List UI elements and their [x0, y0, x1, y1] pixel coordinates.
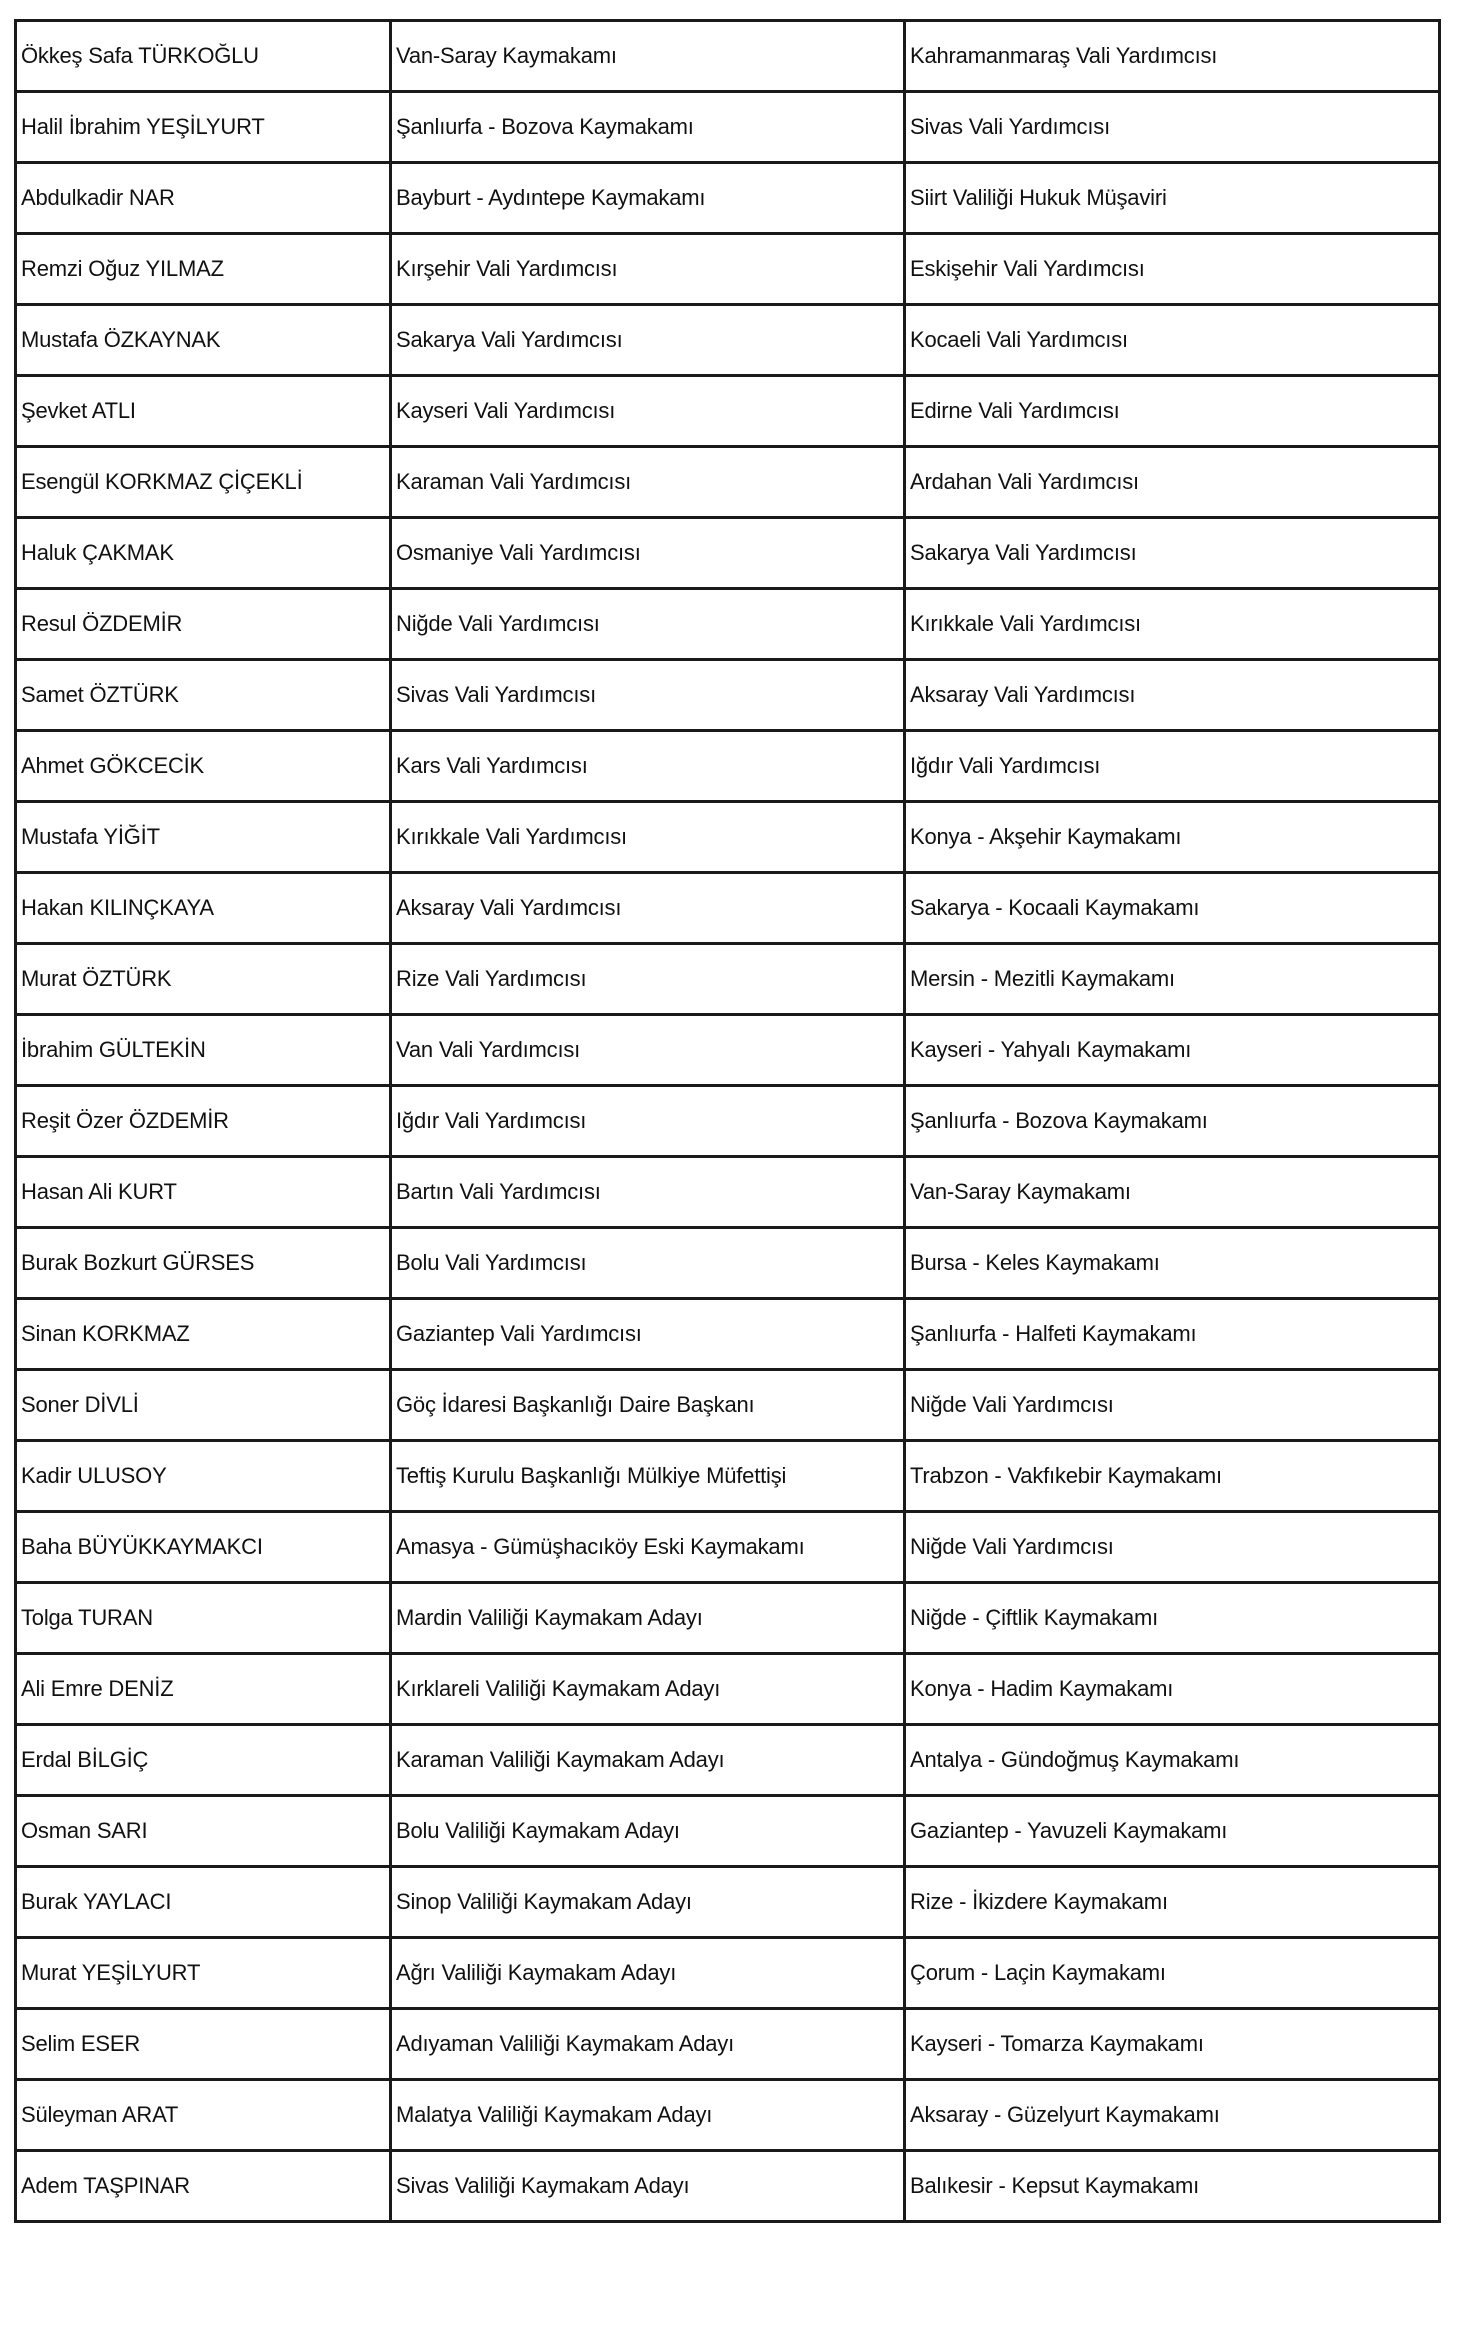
- name-cell: Kadir ULUSOY: [16, 1441, 391, 1512]
- table-row: [16, 1796, 1440, 1867]
- current-position-cell: Bayburt - Aydıntepe Kaymakamı: [391, 163, 905, 234]
- name-cell: Remzi Oğuz YILMAZ: [16, 234, 391, 305]
- new-position-cell: Ardahan Vali Yardımcısı: [905, 447, 1440, 518]
- new-position-cell: Trabzon - Vakfıkebir Kaymakamı: [905, 1441, 1440, 1512]
- table-row: [16, 2151, 1440, 2222]
- name-cell: Haluk ÇAKMAK: [16, 518, 391, 589]
- current-position-cell: Kırıkkale Vali Yardımcısı: [391, 802, 905, 873]
- current-position-cell: Adıyaman Valiliği Kaymakam Adayı: [391, 2009, 905, 2080]
- table-row: [16, 944, 1440, 1015]
- current-position-cell: Bolu Vali Yardımcısı: [391, 1228, 905, 1299]
- new-position-cell: Şanlıurfa - Bozova Kaymakamı: [905, 1086, 1440, 1157]
- name-cell: İbrahim GÜLTEKİN: [16, 1015, 391, 1086]
- table-row: [16, 1512, 1440, 1583]
- current-position-cell: Karaman Vali Yardımcısı: [391, 447, 905, 518]
- name-cell: Reşit Özer ÖZDEMİR: [16, 1086, 391, 1157]
- table-row: [16, 163, 1440, 234]
- name-cell: Esengül KORKMAZ ÇİÇEKLİ: [16, 447, 391, 518]
- table-row: [16, 234, 1440, 305]
- new-position-cell: Kahramanmaraş Vali Yardımcısı: [905, 21, 1440, 92]
- table-row: [16, 1299, 1440, 1370]
- current-position-cell: Malatya Valiliği Kaymakam Adayı: [391, 2080, 905, 2151]
- name-cell: Şevket ATLI: [16, 376, 391, 447]
- new-position-cell: Aksaray - Güzelyurt Kaymakamı: [905, 2080, 1440, 2151]
- table-row: [16, 305, 1440, 376]
- name-cell: Burak YAYLACI: [16, 1867, 391, 1938]
- table-row: [16, 1654, 1440, 1725]
- new-position-cell: Kocaeli Vali Yardımcısı: [905, 305, 1440, 376]
- table-row: [16, 660, 1440, 731]
- current-position-cell: Sivas Vali Yardımcısı: [391, 660, 905, 731]
- new-position-cell: Mersin - Mezitli Kaymakamı: [905, 944, 1440, 1015]
- table-row: [16, 1157, 1440, 1228]
- new-position-cell: Rize - İkizdere Kaymakamı: [905, 1867, 1440, 1938]
- current-position-cell: Van Vali Yardımcısı: [391, 1015, 905, 1086]
- new-position-cell: Kayseri - Yahyalı Kaymakamı: [905, 1015, 1440, 1086]
- new-position-cell: Kayseri - Tomarza Kaymakamı: [905, 2009, 1440, 2080]
- table-row: [16, 1015, 1440, 1086]
- appointment-list-document: [14, 19, 1438, 2223]
- name-cell: Murat YEŞİLYURT: [16, 1938, 391, 2009]
- current-position-cell: Ağrı Valiliği Kaymakam Adayı: [391, 1938, 905, 2009]
- name-cell: Abdulkadir NAR: [16, 163, 391, 234]
- name-cell: Adem TAŞPINAR: [16, 2151, 391, 2222]
- new-position-cell: Siirt Valiliği Hukuk Müşaviri: [905, 163, 1440, 234]
- table-row: [16, 1583, 1440, 1654]
- table-row: [16, 1086, 1440, 1157]
- current-position-cell: Sivas Valiliği Kaymakam Adayı: [391, 2151, 905, 2222]
- current-position-cell: Osmaniye Vali Yardımcısı: [391, 518, 905, 589]
- name-cell: Burak Bozkurt GÜRSES: [16, 1228, 391, 1299]
- current-position-cell: Iğdır Vali Yardımcısı: [391, 1086, 905, 1157]
- name-cell: Resul ÖZDEMİR: [16, 589, 391, 660]
- table-row: [16, 1938, 1440, 2009]
- table-row: [16, 2009, 1440, 2080]
- current-position-cell: Bartın Vali Yardımcısı: [391, 1157, 905, 1228]
- name-cell: Selim ESER: [16, 2009, 391, 2080]
- current-position-cell: Rize Vali Yardımcısı: [391, 944, 905, 1015]
- new-position-cell: Antalya - Gündoğmuş Kaymakamı: [905, 1725, 1440, 1796]
- new-position-cell: Gaziantep - Yavuzeli Kaymakamı: [905, 1796, 1440, 1867]
- current-position-cell: Kars Vali Yardımcısı: [391, 731, 905, 802]
- table-row: [16, 1867, 1440, 1938]
- name-cell: Baha BÜYÜKKAYMAKCI: [16, 1512, 391, 1583]
- current-position-cell: Kayseri Vali Yardımcısı: [391, 376, 905, 447]
- new-position-cell: Çorum - Laçin Kaymakamı: [905, 1938, 1440, 2009]
- table-row: [16, 731, 1440, 802]
- name-cell: Hasan Ali KURT: [16, 1157, 391, 1228]
- current-position-cell: Bolu Valiliği Kaymakam Adayı: [391, 1796, 905, 1867]
- name-cell: Tolga TURAN: [16, 1583, 391, 1654]
- name-cell: Ali Emre DENİZ: [16, 1654, 391, 1725]
- name-cell: Mustafa ÖZKAYNAK: [16, 305, 391, 376]
- table-row: [16, 92, 1440, 163]
- table-row: [16, 1228, 1440, 1299]
- current-position-cell: Göç İdaresi Başkanlığı Daire Başkanı: [391, 1370, 905, 1441]
- current-position-cell: Gaziantep Vali Yardımcısı: [391, 1299, 905, 1370]
- current-position-cell: Aksaray Vali Yardımcısı: [391, 873, 905, 944]
- table-row: [16, 873, 1440, 944]
- name-cell: Ökkeş Safa TÜRKOĞLU: [16, 21, 391, 92]
- table-row: [16, 21, 1440, 92]
- name-cell: Hakan KILINÇKAYA: [16, 873, 391, 944]
- new-position-cell: Sakarya - Kocaali Kaymakamı: [905, 873, 1440, 944]
- appointment-table-body: [16, 21, 1440, 2222]
- new-position-cell: Şanlıurfa - Halfeti Kaymakamı: [905, 1299, 1440, 1370]
- new-position-cell: Konya - Hadim Kaymakamı: [905, 1654, 1440, 1725]
- name-cell: Sinan KORKMAZ: [16, 1299, 391, 1370]
- new-position-cell: Konya - Akşehir Kaymakamı: [905, 802, 1440, 873]
- name-cell: Süleyman ARAT: [16, 2080, 391, 2151]
- new-position-cell: Bursa - Keles Kaymakamı: [905, 1228, 1440, 1299]
- name-cell: Soner DİVLİ: [16, 1370, 391, 1441]
- current-position-cell: Kırklareli Valiliği Kaymakam Adayı: [391, 1654, 905, 1725]
- new-position-cell: Edirne Vali Yardımcısı: [905, 376, 1440, 447]
- new-position-cell: Kırıkkale Vali Yardımcısı: [905, 589, 1440, 660]
- name-cell: Erdal BİLGİÇ: [16, 1725, 391, 1796]
- name-cell: Osman SARI: [16, 1796, 391, 1867]
- table-row: [16, 447, 1440, 518]
- table-row: [16, 1725, 1440, 1796]
- table-row: [16, 2080, 1440, 2151]
- table-row: [16, 1441, 1440, 1512]
- current-position-cell: Sinop Valiliği Kaymakam Adayı: [391, 1867, 905, 1938]
- table-row: [16, 376, 1440, 447]
- appointment-table: [14, 19, 1441, 2223]
- new-position-cell: Eskişehir Vali Yardımcısı: [905, 234, 1440, 305]
- name-cell: Ahmet GÖKCECİK: [16, 731, 391, 802]
- new-position-cell: Aksaray Vali Yardımcısı: [905, 660, 1440, 731]
- name-cell: Murat ÖZTÜRK: [16, 944, 391, 1015]
- name-cell: Halil İbrahim YEŞİLYURT: [16, 92, 391, 163]
- current-position-cell: Teftiş Kurulu Başkanlığı Mülkiye Müfettişi: [391, 1441, 905, 1512]
- new-position-cell: Niğde Vali Yardımcısı: [905, 1512, 1440, 1583]
- new-position-cell: Niğde Vali Yardımcısı: [905, 1370, 1440, 1441]
- name-cell: Mustafa YİĞİT: [16, 802, 391, 873]
- current-position-cell: Mardin Valiliği Kaymakam Adayı: [391, 1583, 905, 1654]
- current-position-cell: Van-Saray Kaymakamı: [391, 21, 905, 92]
- table-row: [16, 802, 1440, 873]
- current-position-cell: Niğde Vali Yardımcısı: [391, 589, 905, 660]
- table-row: [16, 518, 1440, 589]
- new-position-cell: Balıkesir - Kepsut Kaymakamı: [905, 2151, 1440, 2222]
- name-cell: Samet ÖZTÜRK: [16, 660, 391, 731]
- current-position-cell: Şanlıurfa - Bozova Kaymakamı: [391, 92, 905, 163]
- table-row: [16, 1370, 1440, 1441]
- current-position-cell: Sakarya Vali Yardımcısı: [391, 305, 905, 376]
- new-position-cell: Van-Saray Kaymakamı: [905, 1157, 1440, 1228]
- current-position-cell: Kırşehir Vali Yardımcısı: [391, 234, 905, 305]
- new-position-cell: Iğdır Vali Yardımcısı: [905, 731, 1440, 802]
- new-position-cell: Niğde - Çiftlik Kaymakamı: [905, 1583, 1440, 1654]
- new-position-cell: Sakarya Vali Yardımcısı: [905, 518, 1440, 589]
- new-position-cell: Sivas Vali Yardımcısı: [905, 92, 1440, 163]
- current-position-cell: Karaman Valiliği Kaymakam Adayı: [391, 1725, 905, 1796]
- current-position-cell: Amasya - Gümüşhacıköy Eski Kaymakamı: [391, 1512, 905, 1583]
- table-row: [16, 589, 1440, 660]
